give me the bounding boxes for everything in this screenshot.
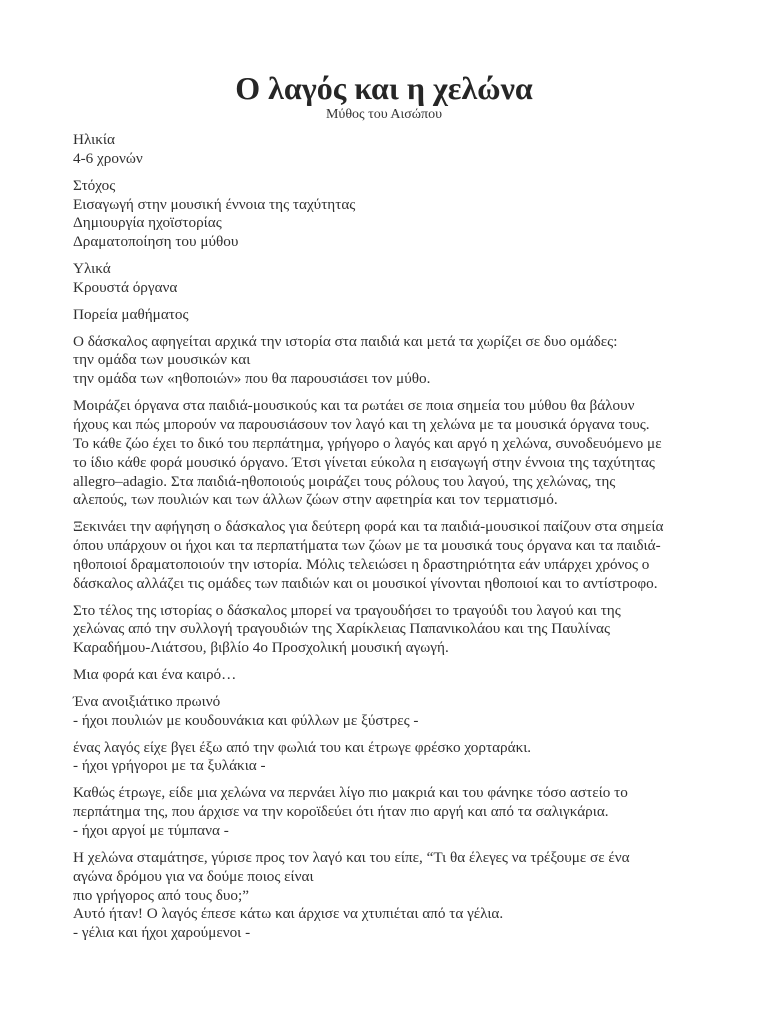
document-body [73,131,733,951]
text-line: χελώνας από την συλλογή τραγουδιών της Χαρίκλειας Παπανικολάου και της Παυλίνας [73,620,610,638]
story-paragraph-4 [73,849,733,943]
text-line: ηθοποιοί δραματοποιούν την ιστορία. Μόλις τελειώσει η δραστηριότητα εάν υπάρχει χρόνος ο [73,555,650,573]
story-paragraph-3 [73,784,733,841]
text-line: το ίδιο κάθε φορά μουσικό όργανο. Έτσι γίνεται εύκολα η εισαγωγή στην έννοια της ταχύτητας [73,453,655,471]
goal-section [73,177,733,252]
text-line: Πορεία μαθήματος [73,305,189,323]
text-line: Υλικά [73,260,111,278]
text-line: Στο τέλος της ιστορίας ο δάσκαλος μπορεί να τραγουδήσει το τραγούδι του λαγού και της [73,601,621,619]
text-line: δάσκαλος αλλάζει τις ομάδες των παιδιών και οι μουσικοί γίνονται ηθοποιοί και το αντίστροφο. [73,574,658,592]
text-line: την ομάδα των μουσικών και [73,351,251,369]
text-line: allegro–adagio. Στα παιδιά-ηθοποιούς μοιράζει τους ρόλους του λαγού, της χελώνας, της [73,472,616,490]
text-line: - ήχοι πουλιών με κουδουνάκια και φύλλων με ξύστρες - [73,711,419,729]
text-line: Δημιουργία ηχοϊστορίας [73,214,222,232]
text-line: Εισαγωγή στην μουσική έννοια της ταχύτητας [73,195,356,213]
materials-section [73,260,733,298]
lesson-plan-heading [73,306,733,325]
text-line: Το κάθε ζώο έχει το δικό του περπάτημα, γρήγορο ο λαγός και αργό η χελώνα, συνοδευόμενο με [73,434,662,452]
text-line: όπου υπάρχουν οι ήχοι και τα περπατήματα των ζώων με τα μουσικά τους όργανα και τα παιδιά- [73,537,661,555]
text-line: την ομάδα των «ηθοποιών» που θα παρουσιάσει τον μύθο. [73,370,431,388]
text-line: - ήχοι γρήγοροι με τα ξυλάκια - [73,757,266,775]
text-line: Καθώς έτρωγε, είδε μια χελώνα να περνάει λίγο πιο μακριά και του φάνηκε τόσο αστείο το [73,784,628,802]
text-line: Στόχος [73,176,116,194]
document-title: Ο λαγός και η χελώνα [235,70,533,106]
text-line: Ο δάσκαλος αφηγείται αρχικά την ιστορία στα παιδιά και μετά τα χωρίζει σε δυο ομάδες: [73,332,618,350]
text-line: Μια φορά και ένα καιρό… [73,666,237,684]
document-subtitle: Μύθος του Αισώπου [325,107,443,122]
narration-paragraph [73,518,733,593]
lesson-intro-paragraph [73,333,733,390]
text-line: αγώνα δρόμου για να δούμε ποιος είναι [73,867,314,885]
text-line: πιο γρήγορος από τους δυο;” [73,886,249,904]
text-line: αλεπούς, των πουλιών και των άλλων ζώων στην αφετηρία και τον τερματισμό. [73,491,558,509]
text-line: Ηλικία [73,131,115,148]
text-line: περπάτημα της, που άρχισε να την κοροϊδεύει ότι ήταν πιο αργή και από τα σαλιγκάρια. [73,803,609,821]
instruments-paragraph [73,397,733,510]
story-paragraph-2 [73,739,733,777]
text-line: - γέλια και ήχοι χαρούμενοι - [73,924,251,942]
text-line: ένας λαγός είχε βγει έξω από την φωλιά του και έτρωγε φρέσκο χορταράκι. [73,738,532,756]
text-line: Καραδήμου-Λιάτσου, βιβλίο 4ο Προσχολική μουσική αγωγή. [73,639,449,657]
story-opening [73,666,733,685]
text-line: Κρουστά όργανα [73,278,178,296]
text-line: Ένα ανοιξιάτικο πρωινό [73,692,221,710]
text-line: - ήχοι αργοί με τύμπανα - [73,822,229,839]
song-paragraph [73,602,733,659]
text-line: 4-6 χρονών [73,149,143,167]
text-line: Δραματοποίηση του μύθου [73,233,239,251]
text-line: Η χελώνα σταμάτησε, γύρισε προς τον λαγό και του είπε, “Τι θα έλεγες να τρέξουμε σε ένα [73,848,630,866]
story-paragraph-1 [73,693,733,731]
age-section [73,131,733,169]
text-line: Ξεκινάει την αφήγηση ο δάσκαλος για δεύτερη φορά και τα παιδιά-μουσικοί παίζουν στα σημεία [73,518,664,536]
text-line: ήχους και πώς μπορούν να παρουσιάσουν τον λαγό και τη χελώνα με τα μουσικά όργανα τους. [73,415,650,433]
text-line: Μοιράζει όργανα στα παιδιά-μουσικούς και τα ρωτάει σε ποια σημεία του μύθου θα βάλουν [73,397,635,415]
text-line: Αυτό ήταν! Ο λαγός έπεσε κάτω και άρχισε να χτυπιέται από τα γέλια. [73,905,504,923]
